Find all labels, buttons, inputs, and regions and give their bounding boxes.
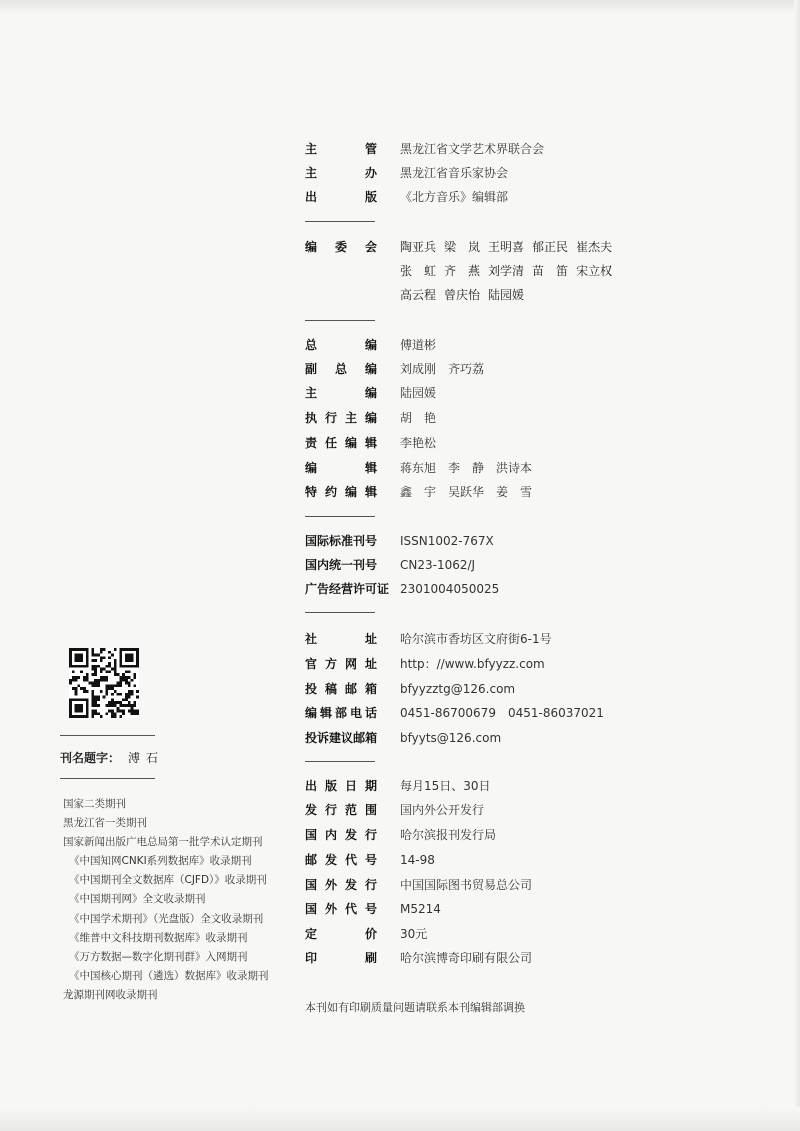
label-char: 副 bbox=[305, 362, 318, 376]
field-value: 哈尔滨报刊发行局 bbox=[400, 828, 497, 842]
label-char: 电 bbox=[349, 706, 362, 720]
label-char: 刷 bbox=[364, 951, 377, 965]
qr-code-icon bbox=[69, 648, 139, 718]
field-label bbox=[305, 238, 377, 256]
label-char: 号 bbox=[364, 853, 377, 867]
label-char: 邮 bbox=[305, 853, 318, 867]
label-char: 编 bbox=[364, 338, 377, 352]
divider bbox=[305, 761, 375, 762]
label-char: 出 bbox=[305, 779, 318, 793]
field-label bbox=[305, 704, 377, 722]
field-label bbox=[305, 729, 377, 747]
field-value: 鑫 宇 吴跃华 姜 雪 bbox=[400, 485, 533, 499]
field-label bbox=[305, 384, 377, 402]
field-label bbox=[305, 336, 377, 354]
committee-member: 王明喜 bbox=[488, 240, 525, 254]
title-inscription-label: 刊名题字： bbox=[60, 751, 121, 765]
label-char: 委 bbox=[334, 240, 347, 254]
field-value: 刘成刚 齐巧荔 bbox=[400, 362, 485, 376]
committee-member: 崔杰夫 bbox=[576, 240, 613, 254]
field-label bbox=[305, 434, 377, 452]
field-value: 0451-86700679 0451-86037021 bbox=[400, 706, 604, 720]
label-char: 内 bbox=[324, 828, 337, 842]
label-char: 发 bbox=[344, 878, 357, 892]
field-value: 《北方音乐》编辑部 bbox=[400, 190, 509, 204]
label-char: 范 bbox=[344, 803, 357, 817]
field-label bbox=[305, 409, 377, 427]
label-char: 稿 bbox=[324, 682, 337, 696]
field-label bbox=[305, 851, 377, 869]
label-char: 会 bbox=[364, 240, 377, 254]
field-label bbox=[305, 925, 377, 943]
indexing-list bbox=[63, 795, 269, 1005]
title-inscription bbox=[60, 749, 164, 766]
committee-member: 苗 笛 bbox=[532, 264, 569, 278]
field-value: 黑龙江省文学艺术界联合会 bbox=[400, 142, 545, 156]
label-char: 主 bbox=[305, 386, 318, 400]
indexing-item: 《中国知网CNKI系列数据库》收录期刊 bbox=[69, 855, 252, 868]
label-char: 行 bbox=[324, 411, 337, 425]
field-label bbox=[305, 680, 377, 698]
field-label bbox=[305, 140, 377, 158]
field-value: http：//www.bfyyzz.com bbox=[400, 657, 545, 671]
label-char: 行 bbox=[364, 828, 377, 842]
label-char: 辑 bbox=[364, 461, 377, 475]
label-char: 方 bbox=[324, 657, 337, 671]
field-label bbox=[305, 949, 377, 967]
field-value: M5214 bbox=[400, 902, 441, 916]
field-value: bfyyzztg@126.com bbox=[400, 682, 516, 696]
label-char: 址 bbox=[364, 657, 377, 671]
indexing-item: 国家新闻出版广电总局第一批学术认定期刊 bbox=[63, 836, 263, 849]
field-label bbox=[305, 630, 377, 648]
label-char: 建 bbox=[329, 731, 342, 745]
label-char: 行 bbox=[364, 878, 377, 892]
label-char: 价 bbox=[364, 927, 377, 941]
label-char: 箱 bbox=[364, 682, 377, 696]
indexing-item: 《中国学术期刊》（光盘版）全文收录期刊 bbox=[69, 912, 264, 925]
label-char: 辑 bbox=[364, 436, 377, 450]
field-label bbox=[305, 777, 377, 795]
field-label bbox=[305, 459, 377, 477]
label-char: 责 bbox=[305, 436, 318, 450]
label-char: 国 bbox=[305, 902, 318, 916]
label-char: 发 bbox=[305, 803, 318, 817]
label-char: 主 bbox=[305, 166, 318, 180]
field-label bbox=[305, 826, 377, 844]
label-char: 定 bbox=[305, 927, 318, 941]
label-char: 执 bbox=[305, 411, 318, 425]
field-value: 傅道彬 bbox=[400, 338, 437, 352]
field-value: 2301004050025 bbox=[400, 582, 500, 596]
divider bbox=[305, 516, 375, 517]
label-char: 编 bbox=[364, 362, 377, 376]
field-value: CN23-1062/J bbox=[400, 558, 476, 572]
indexing-item: 黑龙江省一类期刊 bbox=[63, 817, 147, 830]
committee-line bbox=[400, 262, 670, 280]
field-label bbox=[305, 360, 377, 378]
label-char: 箱 bbox=[365, 731, 378, 745]
field-label bbox=[305, 655, 377, 673]
committee-member: 张 虹 bbox=[400, 264, 437, 278]
label-char: 日 bbox=[344, 779, 357, 793]
divider bbox=[305, 221, 375, 222]
field-value: 哈尔滨博奇印刷有限公司 bbox=[400, 951, 533, 965]
title-inscription-value: 溥石 bbox=[128, 751, 165, 765]
label-char: 网 bbox=[344, 657, 357, 671]
field-value: 蒋东旭 李 静 洪诗本 bbox=[400, 461, 533, 475]
label-char: 编 bbox=[364, 386, 377, 400]
field-value: ISSN1002-767X bbox=[400, 534, 494, 548]
indexing-item: 《万方数据—数字化期刊群》入网期刊 bbox=[69, 950, 248, 963]
label-char: 外 bbox=[324, 878, 337, 892]
committee-member: 梁 岚 bbox=[444, 240, 481, 254]
label-char: 发 bbox=[344, 828, 357, 842]
divider bbox=[60, 735, 155, 736]
label-char: 议 bbox=[341, 731, 354, 745]
label-char: 代 bbox=[344, 853, 357, 867]
label-char: 编 bbox=[305, 240, 318, 254]
committee-line bbox=[400, 238, 670, 256]
indexing-item: 《中国期刊全文数据库（CJFD）》收录期刊 bbox=[69, 874, 267, 887]
label-char: 办 bbox=[364, 166, 377, 180]
label-char: 围 bbox=[364, 803, 377, 817]
label-char: 诉 bbox=[317, 731, 330, 745]
scan-edge-top bbox=[0, 0, 800, 14]
scan-edge-right bbox=[794, 0, 800, 1131]
label-char: 官 bbox=[305, 657, 318, 671]
label-char: 辑 bbox=[319, 706, 332, 720]
field-value: 黑龙江省音乐家协会 bbox=[400, 166, 509, 180]
indexing-item: 《中国核心期刊（遴选）数据库》收录期刊 bbox=[69, 969, 269, 982]
label-char: 国 bbox=[305, 878, 318, 892]
field-label: 广告经营许可证 bbox=[305, 582, 390, 596]
label-char: 总 bbox=[305, 338, 318, 352]
label-char: 管 bbox=[364, 142, 377, 156]
label-char: 邮 bbox=[344, 682, 357, 696]
field-value: 中国国际图书贸易总公司 bbox=[400, 878, 533, 892]
footnote: 本刊如有印刷质量问题请联系本刊编辑部调换 bbox=[305, 1001, 525, 1014]
committee-member: 曾庆怡 bbox=[444, 288, 481, 302]
label-char: 社 bbox=[305, 632, 318, 646]
field-label bbox=[305, 900, 377, 918]
label-char: 辑 bbox=[364, 485, 377, 499]
committee-line bbox=[400, 286, 670, 304]
label-char: 话 bbox=[364, 706, 377, 720]
label-char: 总 bbox=[334, 362, 347, 376]
label-char: 主 bbox=[344, 411, 357, 425]
field-value: 30元 bbox=[400, 927, 428, 941]
field-label bbox=[305, 164, 377, 182]
label-char: 发 bbox=[324, 853, 337, 867]
indexing-item: 国家二类期刊 bbox=[63, 798, 126, 810]
divider bbox=[305, 612, 375, 613]
field-label bbox=[305, 876, 377, 894]
committee-member: 高云程 bbox=[400, 288, 437, 302]
committee-member: 宋立权 bbox=[576, 264, 613, 278]
label-char: 版 bbox=[364, 190, 377, 204]
committee-member: 陶亚兵 bbox=[400, 240, 437, 254]
field-value: 哈尔滨市香坊区文府街6-1号 bbox=[400, 632, 552, 646]
label-char: 投 bbox=[305, 682, 318, 696]
label-char: 代 bbox=[344, 902, 357, 916]
label-char: 国 bbox=[305, 828, 318, 842]
field-label bbox=[305, 801, 377, 819]
label-char: 外 bbox=[324, 902, 337, 916]
field-label bbox=[305, 483, 377, 501]
field-label: 国内统一刊号 bbox=[305, 558, 378, 572]
label-char: 特 bbox=[305, 485, 318, 499]
field-value: 李艳松 bbox=[400, 436, 437, 450]
committee-member: 齐 燕 bbox=[444, 264, 481, 278]
label-char: 编 bbox=[305, 461, 318, 475]
field-value: 国内外公开发行 bbox=[400, 803, 485, 817]
label-char: 版 bbox=[324, 779, 337, 793]
label-char: 部 bbox=[334, 706, 347, 720]
field-value: bfyyts@126.com bbox=[400, 731, 502, 745]
label-char: 编 bbox=[305, 706, 318, 720]
scan-edge-bottom bbox=[0, 1107, 800, 1131]
label-char: 号 bbox=[364, 902, 377, 916]
label-char: 编 bbox=[344, 485, 357, 499]
committee-member: 刘学清 bbox=[488, 264, 525, 278]
field-label bbox=[305, 188, 377, 206]
field-label: 国际标准刊号 bbox=[305, 534, 378, 548]
divider bbox=[305, 320, 375, 321]
field-value: 每月15日、30日 bbox=[400, 779, 491, 793]
label-char: 出 bbox=[305, 190, 318, 204]
label-char: 投 bbox=[305, 731, 318, 745]
field-value: 14-98 bbox=[400, 853, 435, 867]
indexing-item: 《维普中文科技期刊数据库》收录期刊 bbox=[69, 931, 248, 944]
committee-member: 陆园媛 bbox=[488, 288, 525, 302]
divider bbox=[60, 778, 155, 779]
label-char: 印 bbox=[305, 951, 318, 965]
indexing-item: 龙源期刊网收录期刊 bbox=[63, 988, 158, 1001]
label-char: 行 bbox=[324, 803, 337, 817]
field-value: 胡 艳 bbox=[400, 411, 437, 425]
label-char: 期 bbox=[364, 779, 377, 793]
label-char: 编 bbox=[364, 411, 377, 425]
label-char: 任 bbox=[324, 436, 337, 450]
label-char: 邮 bbox=[353, 731, 366, 745]
label-char: 址 bbox=[364, 632, 377, 646]
label-char: 编 bbox=[344, 436, 357, 450]
field-value: 陆园媛 bbox=[400, 386, 437, 400]
label-char: 主 bbox=[305, 142, 318, 156]
indexing-item: 《中国期刊网》全文收录期刊 bbox=[69, 893, 206, 906]
committee-member: 郁正民 bbox=[532, 240, 569, 254]
label-char: 约 bbox=[324, 485, 337, 499]
